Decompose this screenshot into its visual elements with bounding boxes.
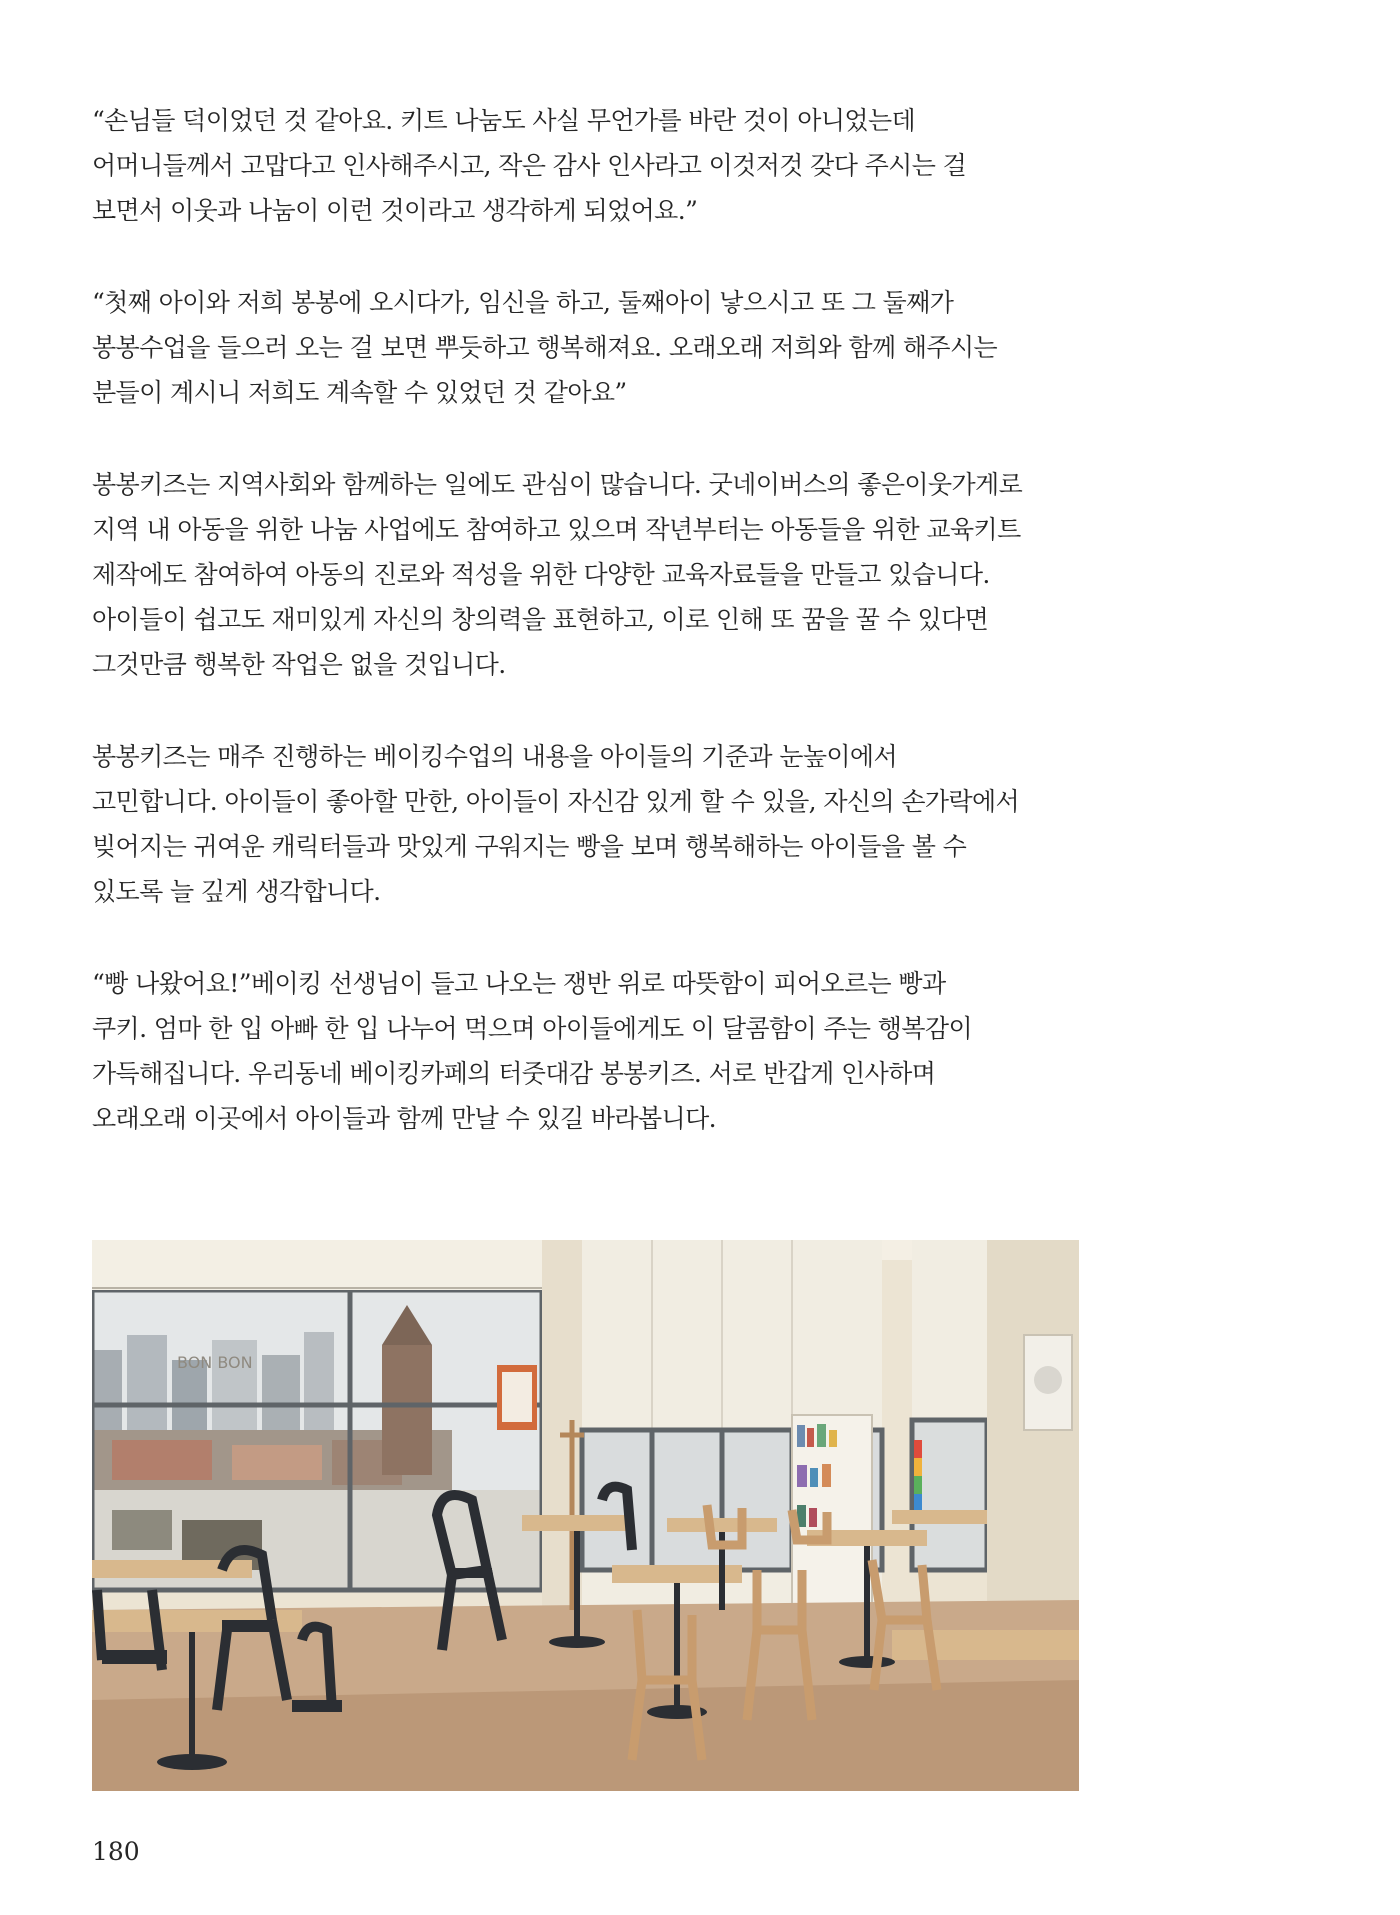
text-line: 분들이 계시니 저희도 계속할 수 있었던 것 같아요” [92, 378, 627, 407]
article-body [92, 98, 1092, 1188]
text-line: 가득해집니다. 우리동네 베이킹카페의 터줏대감 봉봉키즈. 서로 반갑게 인사하며 [92, 1059, 936, 1088]
text-line: 아이들이 쉽고도 재미있게 자신의 창의력을 표현하고, 이로 인해 또 꿈을 꿀 수 있다면 [92, 605, 989, 634]
paragraph-community [92, 462, 1092, 687]
text-line: 있도록 늘 깊게 생각합니다. [92, 877, 381, 906]
window-decal: BON BON [177, 1353, 253, 1372]
text-line: 빚어지는 귀여운 캐릭터들과 맛있게 구워지는 빵을 보며 행복해하는 아이들을 볼 수 [92, 832, 967, 861]
color-pole [914, 1440, 922, 1512]
window-blind-left [92, 1240, 547, 1290]
page-number: 180 [92, 1837, 140, 1866]
text-line: 어머니들께서 고맙다고 인사해주시고, 작은 감사 인사라고 이것저것 갖다 주시는 걸 [92, 151, 967, 180]
text-line: 지역 내 아동을 위한 나눔 사업에도 참여하고 있으며 작년부터는 아동들을 위한 교육키트 [92, 515, 1021, 544]
cafe-interior-illustration [92, 1240, 1079, 1791]
text-line: 쿠키. 엄마 한 입 아빠 한 입 나누어 먹으며 아이들에게도 이 달콤함이 주는 행복감이 [92, 1014, 973, 1043]
window-blind-right [912, 1240, 987, 1420]
text-line: 봉봉키즈는 매주 진행하는 베이킹수업의 내용을 아이들의 기준과 눈높이에서 [92, 742, 898, 771]
text-line: 보면서 이웃과 나눔이 이런 것이라고 생각하게 되었어요.” [92, 196, 698, 225]
text-line: 봉봉수업을 들으러 오는 걸 보면 뿌듯하고 행복해져요. 오래오래 저희와 함께 해주시는 [92, 333, 998, 362]
text-line: 제작에도 참여하여 아동의 진로와 적성을 위한 다양한 교육자료들을 만들고 있습니다. [92, 560, 990, 589]
text-line: 봉봉키즈는 지역사회와 함께하는 일에도 관심이 많습니다. 굿네이버스의 좋은이웃가게로 [92, 470, 1023, 499]
paragraph-baking-class [92, 734, 1092, 914]
text-line: “빵 나왔어요!”베이킹 선생님이 들고 나오는 쟁반 위로 따뜻함이 피어오르는 빵과 [92, 969, 946, 998]
cafe-interior-photo [92, 1240, 1079, 1791]
text-line: “손님들 덕이었던 것 같아요. 키트 나눔도 사실 무언가를 바란 것이 아니었는데 [92, 106, 916, 135]
text-line: “첫째 아이와 저희 봉봉에 오시다가, 임신을 하고, 둘째아이 낳으시고 또 그 둘째가 [92, 288, 954, 317]
paragraph-quote-customers [92, 280, 1092, 415]
text-line: 고민합니다. 아이들이 좋아할 만한, 아이들이 자신감 있게 할 수 있을, 자신의 손가락에서 [92, 787, 1020, 816]
text-line: 오래오래 이곳에서 아이들과 함께 만날 수 있길 바라봅니다. [92, 1104, 716, 1133]
text-line: 그것만큼 행복한 작업은 없을 것입니다. [92, 650, 506, 679]
paragraph-closing [92, 961, 1092, 1141]
paragraph-quote-neighbors [92, 98, 1092, 233]
window-right-view [912, 1420, 987, 1570]
